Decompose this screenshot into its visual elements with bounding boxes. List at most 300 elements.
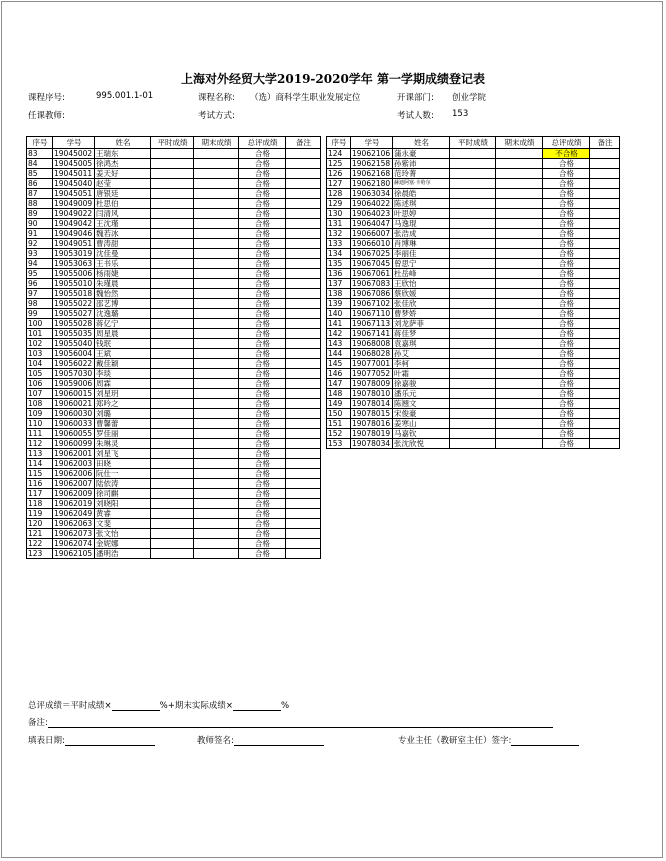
student-id-cell: 19055006 — [53, 269, 95, 279]
student-id-cell: 19053063 — [53, 259, 95, 269]
student-id-cell: 19062106 — [351, 149, 393, 159]
name-cell: 杜岳峰 — [393, 269, 450, 279]
total-grade-cell: 合格 — [543, 199, 590, 209]
total-grade-cell: 合格 — [239, 389, 286, 399]
remark-cell — [590, 289, 620, 299]
name-cell: 钱珉 — [95, 339, 151, 349]
name-cell: 李琰 — [95, 369, 151, 379]
regular-score-cell — [450, 249, 496, 259]
final-score-cell — [496, 269, 543, 279]
name-cell: 叶思婷 — [393, 209, 450, 219]
total-grade-cell: 合格 — [239, 239, 286, 249]
total-grade-cell: 合格 — [239, 299, 286, 309]
name-cell: 刘星飞 — [95, 449, 151, 459]
name-cell: 陈述琪 — [393, 199, 450, 209]
table-row — [27, 159, 321, 169]
teacher-label: 任课教师: — [28, 111, 65, 121]
remark-cell — [286, 519, 321, 529]
total-grade-cell: 合格 — [543, 399, 590, 409]
remark-cell — [590, 199, 620, 209]
seq-cell: 117 — [27, 489, 53, 499]
student-id-cell: 19067086 — [351, 289, 393, 299]
name-cell: 张文怡 — [95, 529, 151, 539]
remark-cell — [286, 329, 321, 339]
name-cell: 徐嘉骏 — [393, 379, 450, 389]
table-row — [327, 409, 620, 419]
name-cell: 戴佳颖 — [95, 359, 151, 369]
name-cell: 孙紫沛 — [393, 159, 450, 169]
total-grade-cell: 合格 — [239, 399, 286, 409]
table-row — [27, 509, 321, 519]
table-row — [327, 159, 620, 169]
name-cell: 徐晨皓 — [393, 189, 450, 199]
name-cell: 王沈瑾 — [95, 219, 151, 229]
name-cell: 阮仕一 — [95, 469, 151, 479]
table-row — [327, 389, 620, 399]
total-grade-cell: 合格 — [543, 439, 590, 449]
table-row — [27, 449, 321, 459]
final-score-cell — [194, 449, 239, 459]
final-score-cell — [194, 439, 239, 449]
table-row — [27, 419, 321, 429]
seq-cell: 135 — [327, 259, 351, 269]
remark-cell — [590, 359, 620, 369]
final-score-cell — [194, 199, 239, 209]
name-cell: 邵艺博 — [95, 299, 151, 309]
student-id-cell: 19077001 — [351, 359, 393, 369]
table-row — [27, 179, 321, 189]
student-id-cell: 19055027 — [53, 309, 95, 319]
seq-cell: 90 — [27, 219, 53, 229]
total-grade-cell: 合格 — [239, 379, 286, 389]
column-header: 总评成绩 — [543, 137, 590, 149]
table-row — [27, 469, 321, 479]
table-row — [27, 229, 321, 239]
regular-score-cell — [151, 159, 194, 169]
student-id-cell: 19049022 — [53, 209, 95, 219]
total-grade-cell: 合格 — [239, 529, 286, 539]
name-cell: 陈翘文 — [393, 399, 450, 409]
remark-cell — [590, 309, 620, 319]
remarks-field[interactable] — [48, 718, 553, 728]
student-id-cell: 19062001 — [53, 449, 95, 459]
total-grade-cell: 合格 — [239, 159, 286, 169]
regular-score-cell — [151, 219, 194, 229]
table-row — [27, 309, 321, 319]
total-grade-cell: 合格 — [239, 179, 286, 189]
final-score-cell — [496, 159, 543, 169]
seq-cell: 136 — [327, 269, 351, 279]
table-row — [327, 399, 620, 409]
table-row — [27, 199, 321, 209]
total-grade-cell: 合格 — [239, 329, 286, 339]
name-cell: 潘明浩 — [95, 549, 151, 559]
table-row — [27, 439, 321, 449]
seq-cell: 112 — [27, 439, 53, 449]
regular-score-cell — [151, 409, 194, 419]
final-score-cell — [194, 219, 239, 229]
student-id-cell: 19060099 — [53, 439, 95, 449]
table-row — [27, 329, 321, 339]
fill-date-label: 填表日期: — [28, 736, 65, 746]
student-id-cell: 19062073 — [53, 529, 95, 539]
final-score-cell — [194, 509, 239, 519]
seq-cell: 98 — [27, 299, 53, 309]
remark-cell — [286, 149, 321, 159]
seq-cell: 99 — [27, 309, 53, 319]
table-row — [27, 399, 321, 409]
student-id-cell: 19066010 — [351, 239, 393, 249]
name-cell: 罗佳丽 — [95, 429, 151, 439]
final-score-cell — [194, 499, 239, 509]
name-cell: 王斌 — [95, 349, 151, 359]
table-row — [27, 319, 321, 329]
student-id-cell: 19055040 — [53, 339, 95, 349]
total-grade-cell: 合格 — [239, 419, 286, 429]
table-row — [327, 319, 620, 329]
course-no-value: 995.001.1-01 — [96, 91, 154, 101]
total-grade-cell: 合格 — [239, 209, 286, 219]
regular-score-cell — [151, 449, 194, 459]
exam-method-label: 考试方式: — [198, 111, 235, 121]
regular-score-cell — [151, 209, 194, 219]
remark-cell — [286, 379, 321, 389]
final-score-cell — [496, 149, 543, 159]
name-cell: 叶霜 — [393, 369, 450, 379]
name-cell: 李柯 — [393, 359, 450, 369]
seq-cell: 153 — [327, 439, 351, 449]
table-row — [27, 429, 321, 439]
final-score-cell — [496, 399, 543, 409]
regular-score-cell — [450, 359, 496, 369]
name-cell: 杨雨婕 — [95, 269, 151, 279]
table-row — [327, 309, 620, 319]
seq-cell: 145 — [327, 359, 351, 369]
regular-score-cell — [450, 439, 496, 449]
total-grade-cell: 合格 — [239, 489, 286, 499]
table-row — [27, 209, 321, 219]
total-grade-cell: 合格 — [239, 289, 286, 299]
student-id-cell: 19078016 — [351, 419, 393, 429]
final-score-cell — [496, 379, 543, 389]
remark-cell — [286, 369, 321, 379]
final-score-cell — [194, 469, 239, 479]
final-score-cell — [496, 289, 543, 299]
student-id-cell: 19062105 — [53, 549, 95, 559]
table-row — [327, 189, 620, 199]
regular-score-cell — [450, 369, 496, 379]
seq-cell: 121 — [27, 529, 53, 539]
column-header: 期末成绩 — [496, 137, 543, 149]
table-row — [27, 249, 321, 259]
table-row — [327, 279, 620, 289]
remark-cell — [286, 389, 321, 399]
regular-score-cell — [450, 149, 496, 159]
final-score-cell — [194, 429, 239, 439]
regular-score-cell — [450, 219, 496, 229]
student-id-cell: 19060030 — [53, 409, 95, 419]
name-cell: 孙艾 — [393, 349, 450, 359]
name-cell: 刘璐 — [95, 409, 151, 419]
regular-score-cell — [151, 419, 194, 429]
regular-score-cell — [450, 199, 496, 209]
remark-cell — [590, 189, 620, 199]
student-id-cell: 19056022 — [53, 359, 95, 369]
remark-cell — [286, 359, 321, 369]
remark-cell — [286, 179, 321, 189]
seq-cell: 89 — [27, 209, 53, 219]
seq-cell: 97 — [27, 289, 53, 299]
final-score-cell — [496, 199, 543, 209]
final-score-cell — [194, 339, 239, 349]
regular-score-cell — [151, 479, 194, 489]
total-grade-cell: 合格 — [239, 229, 286, 239]
total-grade-cell: 合格 — [543, 309, 590, 319]
regular-score-cell — [450, 389, 496, 399]
seq-cell: 107 — [27, 389, 53, 399]
total-grade-cell: 合格 — [239, 409, 286, 419]
student-id-cell: 19068028 — [351, 349, 393, 359]
final-score-cell — [496, 409, 543, 419]
student-id-cell: 19078019 — [351, 429, 393, 439]
regular-score-cell — [151, 309, 194, 319]
final-score-cell — [194, 389, 239, 399]
regular-score-cell — [151, 459, 194, 469]
remark-cell — [286, 239, 321, 249]
final-score-cell — [194, 409, 239, 419]
name-cell: 陆依涛 — [95, 479, 151, 489]
remark-cell — [590, 369, 620, 379]
fill-date-field[interactable] — [65, 736, 155, 746]
remark-cell — [286, 409, 321, 419]
student-id-cell: 19062063 — [53, 519, 95, 529]
table-row — [27, 459, 321, 469]
remark-cell — [590, 299, 620, 309]
regular-score-cell — [151, 439, 194, 449]
student-id-cell: 19049051 — [53, 239, 95, 249]
student-id-cell: 19064047 — [351, 219, 393, 229]
regular-score-cell — [151, 169, 194, 179]
seq-cell: 126 — [327, 169, 351, 179]
seq-cell: 130 — [327, 209, 351, 219]
remark-cell — [286, 159, 321, 169]
regular-weight-field[interactable] — [112, 701, 160, 711]
total-grade-cell: 合格 — [543, 269, 590, 279]
table-row — [27, 359, 321, 369]
student-id-cell: 19062007 — [53, 479, 95, 489]
column-header: 备注 — [286, 137, 321, 149]
student-id-cell: 19078014 — [351, 399, 393, 409]
regular-score-cell — [450, 349, 496, 359]
table-row — [27, 499, 321, 509]
student-id-cell: 19045051 — [53, 189, 95, 199]
student-id-cell: 19067141 — [351, 329, 393, 339]
total-grade-cell: 合格 — [239, 429, 286, 439]
seq-cell: 88 — [27, 199, 53, 209]
table-row — [27, 169, 321, 179]
column-header: 学号 — [351, 137, 393, 149]
column-header: 平时成绩 — [450, 137, 496, 149]
student-id-cell: 19078009 — [351, 379, 393, 389]
final-score-cell — [496, 299, 543, 309]
student-id-cell: 19062168 — [351, 169, 393, 179]
final-score-cell — [194, 229, 239, 239]
seq-cell: 94 — [27, 259, 53, 269]
remark-cell — [286, 479, 321, 489]
remark-cell — [286, 319, 321, 329]
seq-cell: 91 — [27, 229, 53, 239]
table-row — [27, 259, 321, 269]
name-cell: 曾思宁 — [393, 259, 450, 269]
total-grade-cell: 合格 — [543, 339, 590, 349]
regular-score-cell — [450, 209, 496, 219]
final-score-cell — [194, 459, 239, 469]
remark-cell — [286, 529, 321, 539]
name-cell: 王书乐 — [95, 259, 151, 269]
student-id-cell: 19045002 — [53, 149, 95, 159]
name-cell: 潘乐元 — [393, 389, 450, 399]
regular-score-cell — [151, 259, 194, 269]
total-grade-cell: 合格 — [543, 239, 590, 249]
name-cell: 张浩成 — [393, 229, 450, 239]
remark-cell — [590, 379, 620, 389]
seq-cell: 116 — [27, 479, 53, 489]
regular-score-cell — [151, 269, 194, 279]
final-score-cell — [194, 189, 239, 199]
dept-value: 创业学院 — [452, 93, 487, 103]
column-header: 期末成绩 — [194, 137, 239, 149]
total-grade-cell: 合格 — [543, 179, 590, 189]
remark-cell — [286, 259, 321, 269]
student-id-cell: 19057030 — [53, 369, 95, 379]
final-score-cell — [194, 179, 239, 189]
table-row — [27, 349, 321, 359]
seq-cell: 84 — [27, 159, 53, 169]
table-row — [27, 519, 321, 529]
seq-cell: 96 — [27, 279, 53, 289]
remark-cell — [286, 429, 321, 439]
name-cell: 文斐 — [95, 519, 151, 529]
seq-cell: 124 — [327, 149, 351, 159]
total-grade-cell: 合格 — [543, 229, 590, 239]
student-id-cell: 19055028 — [53, 319, 95, 329]
student-id-cell: 19056004 — [53, 349, 95, 359]
regular-score-cell — [151, 319, 194, 329]
regular-score-cell — [151, 239, 194, 249]
final-score-cell — [496, 279, 543, 289]
student-id-cell: 19078010 — [351, 389, 393, 399]
total-grade-cell: 合格 — [239, 269, 286, 279]
regular-score-cell — [151, 549, 194, 559]
remark-cell — [590, 239, 620, 249]
name-cell: 杜思伯 — [95, 199, 151, 209]
regular-score-cell — [450, 309, 496, 319]
total-grade-cell: 合格 — [543, 409, 590, 419]
total-grade-cell: 合格 — [239, 349, 286, 359]
final-score-cell — [194, 249, 239, 259]
final-score-cell — [194, 159, 239, 169]
name-cell: 姜寒山 — [393, 419, 450, 429]
seq-cell: 131 — [327, 219, 351, 229]
column-header: 总评成绩 — [239, 137, 286, 149]
course-no-label: 课程序号: — [28, 93, 65, 103]
regular-score-cell — [450, 399, 496, 409]
seq-cell: 83 — [27, 149, 53, 159]
regular-score-cell — [450, 159, 496, 169]
student-id-cell: 19045011 — [53, 169, 95, 179]
regular-score-cell — [450, 179, 496, 189]
student-id-cell: 19078015 — [351, 409, 393, 419]
table-row — [27, 529, 321, 539]
student-id-cell: 19053019 — [53, 249, 95, 259]
column-header: 序号 — [27, 137, 53, 149]
total-grade-cell: 合格 — [239, 249, 286, 259]
total-grade-cell: 合格 — [543, 209, 590, 219]
final-score-cell — [194, 289, 239, 299]
final-score-cell — [496, 339, 543, 349]
table-row — [27, 369, 321, 379]
final-score-cell — [496, 209, 543, 219]
table-row — [27, 189, 321, 199]
final-score-cell — [194, 149, 239, 159]
seq-cell: 109 — [27, 409, 53, 419]
remark-cell — [286, 229, 321, 239]
regular-score-cell — [450, 229, 496, 239]
table-row — [327, 219, 620, 229]
seq-cell: 100 — [27, 319, 53, 329]
remark-cell — [590, 259, 620, 269]
seq-cell: 111 — [27, 429, 53, 439]
regular-score-cell — [450, 429, 496, 439]
table-row — [327, 419, 620, 429]
remark-cell — [286, 509, 321, 519]
table-row — [327, 169, 620, 179]
final-score-cell — [194, 329, 239, 339]
name-cell: 蒋亿宁 — [95, 319, 151, 329]
remark-cell — [590, 439, 620, 449]
total-grade-cell: 合格 — [239, 519, 286, 529]
table-row — [327, 339, 620, 349]
total-grade-cell: 合格 — [543, 299, 590, 309]
final-score-cell — [194, 259, 239, 269]
teacher-sign-field[interactable] — [234, 736, 324, 746]
total-grade-cell: 合格 — [239, 449, 286, 459]
student-id-cell: 19077052 — [351, 369, 393, 379]
seq-cell: 118 — [27, 499, 53, 509]
final-weight-field[interactable] — [233, 701, 281, 711]
director-sign-field[interactable] — [511, 736, 579, 746]
student-id-cell: 19062049 — [53, 509, 95, 519]
name-cell: 王瑞东 — [95, 149, 151, 159]
table-row — [27, 149, 321, 159]
table-row — [327, 329, 620, 339]
name-cell: 刘星玥 — [95, 389, 151, 399]
name-cell: 马逸琨 — [393, 219, 450, 229]
seq-cell: 137 — [327, 279, 351, 289]
table-row — [327, 179, 620, 189]
total-grade-cell: 合格 — [239, 259, 286, 269]
seq-cell: 102 — [27, 339, 53, 349]
seq-cell: 152 — [327, 429, 351, 439]
seq-cell: 103 — [27, 349, 53, 359]
remark-cell — [286, 399, 321, 409]
name-cell: 曹涛甜 — [95, 239, 151, 249]
remark-cell — [590, 409, 620, 419]
seq-cell: 120 — [27, 519, 53, 529]
final-score-cell — [496, 319, 543, 329]
regular-score-cell — [450, 279, 496, 289]
name-cell: 蒋佳梦 — [393, 329, 450, 339]
